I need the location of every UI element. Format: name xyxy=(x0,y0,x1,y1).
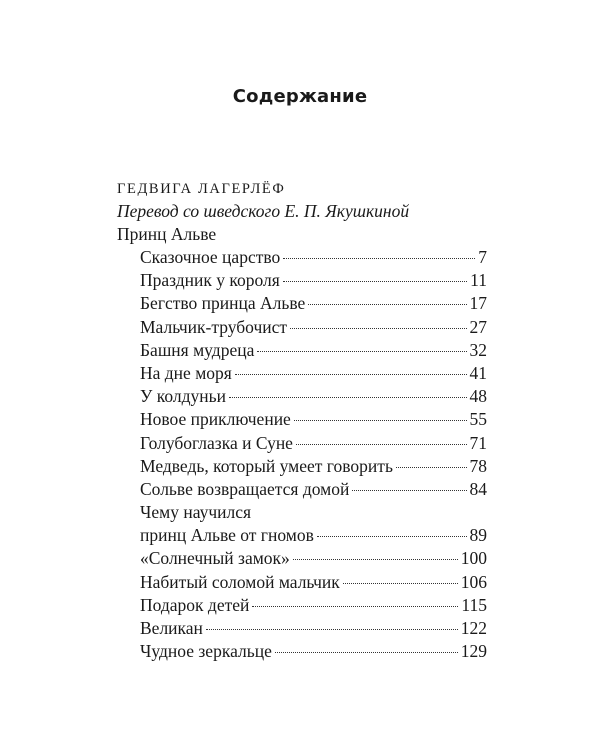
chapter-title: На дне моря xyxy=(140,362,232,383)
page-number: 48 xyxy=(469,386,487,407)
chapter-title: Великан xyxy=(140,618,203,638)
page-number: 78 xyxy=(469,455,487,476)
chapter-title: Медведь, который умеет говорить xyxy=(140,455,393,476)
page-number: 100 xyxy=(460,548,487,569)
dot-leader xyxy=(317,536,467,537)
dot-leader xyxy=(229,397,467,398)
page-number: 129 xyxy=(460,641,487,662)
toc-entry xyxy=(117,501,487,524)
dot-leader xyxy=(275,652,458,653)
dot-leader xyxy=(352,490,466,491)
chapter-title: Чему научился xyxy=(140,502,252,523)
page-number: 41 xyxy=(469,362,487,383)
toc-entry xyxy=(117,455,487,478)
translator-credit: Перевод со шведского Е. П. Якушкиной xyxy=(117,201,410,221)
toc-entry xyxy=(117,524,487,547)
toc-entry xyxy=(117,617,487,640)
toc-entry xyxy=(117,408,487,431)
toc-entry xyxy=(117,640,487,663)
dot-leader xyxy=(283,258,475,259)
toc-entry xyxy=(117,269,487,292)
dot-leader xyxy=(290,328,466,329)
dot-leader xyxy=(308,304,466,305)
chapter-title: Новое приключение xyxy=(140,409,291,430)
toc-entry xyxy=(117,571,487,594)
dot-leader xyxy=(343,583,458,584)
page-number: 115 xyxy=(461,594,487,615)
chapter-title: Голубоглазка и Суне xyxy=(140,432,293,453)
dot-leader xyxy=(283,281,467,282)
author-name: ГЕДВИГА ЛАГЕРЛЁФ xyxy=(117,181,286,197)
page-title: Содержание xyxy=(232,86,368,107)
toc-entry xyxy=(117,246,487,269)
page-number: 106 xyxy=(460,571,487,592)
toc-entry xyxy=(117,339,487,362)
chapter-title: Набитый соломой мальчик xyxy=(140,571,340,592)
chapter-title: Сольве возвращается домой xyxy=(140,478,350,499)
dot-leader xyxy=(293,559,458,560)
page-number: 122 xyxy=(460,618,487,638)
chapter-list xyxy=(117,246,487,663)
toc-entry xyxy=(117,432,487,455)
page-number: 84 xyxy=(469,478,487,499)
chapter-title: Сказочное царство xyxy=(140,247,281,267)
toc-entry xyxy=(117,316,487,339)
page-number: 27 xyxy=(469,316,487,337)
toc-entry xyxy=(117,292,487,315)
dot-leader xyxy=(294,420,467,421)
page-number: 71 xyxy=(469,432,487,453)
page-number: 55 xyxy=(469,409,487,430)
chapter-title: Башня мудреца xyxy=(140,339,255,360)
page-number: 17 xyxy=(469,293,487,314)
page-number: 32 xyxy=(469,339,487,360)
toc-entry xyxy=(117,385,487,408)
dot-leader xyxy=(235,374,467,375)
dot-leader xyxy=(206,629,458,630)
chapter-title: Чудное зеркальце xyxy=(140,641,272,662)
toc-entry xyxy=(117,478,487,501)
chapter-title: Праздник у короля xyxy=(140,270,280,291)
chapter-title: У колдуньи xyxy=(140,386,226,407)
chapter-title: Бегство принца Альве xyxy=(140,293,306,314)
dot-leader xyxy=(296,444,467,445)
toc-entry xyxy=(117,594,487,617)
chapter-title: Подарок детей xyxy=(140,594,250,615)
page-number: 11 xyxy=(470,270,487,291)
chapter-title: «Солнечный замок» xyxy=(140,548,290,569)
toc-entry xyxy=(117,547,487,570)
page-number: 7 xyxy=(478,247,487,267)
dot-leader xyxy=(252,606,458,607)
page-number: 89 xyxy=(469,525,487,546)
toc-entry xyxy=(117,362,487,385)
dot-leader xyxy=(396,467,467,468)
dot-leader xyxy=(257,351,466,352)
work-title: Принц Альве xyxy=(117,224,217,244)
chapter-title: принц Альве от гномов xyxy=(140,525,314,546)
table-of-contents xyxy=(117,178,487,663)
chapter-title: Мальчик-трубочист xyxy=(140,316,288,337)
